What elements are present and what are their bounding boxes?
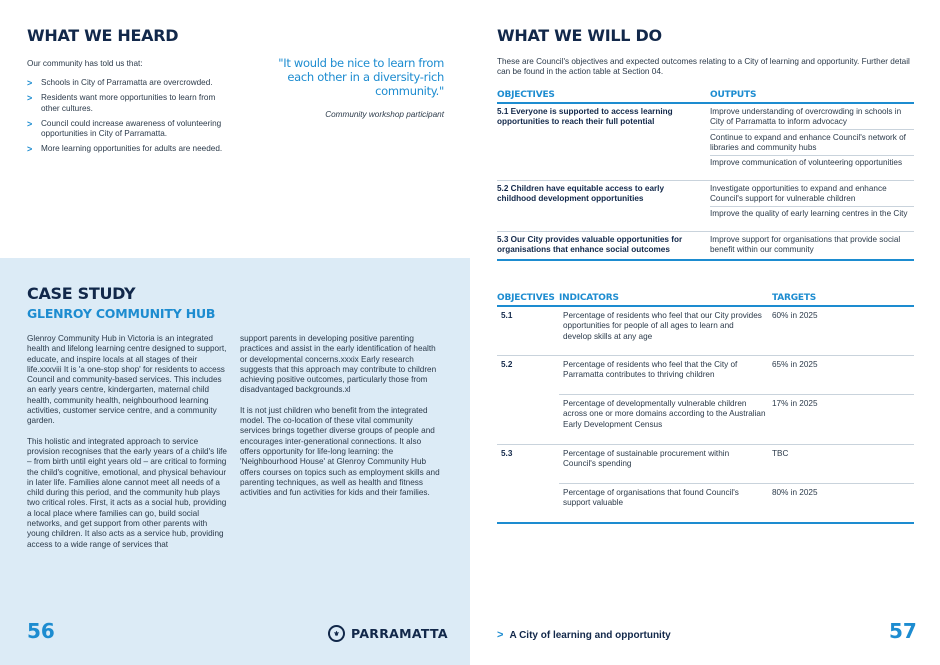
t1-objective: 5.1 Everyone is supported to access learning opportunities to reach their full potential bbox=[497, 107, 673, 127]
t1-output: Improve support for organisations that provide social benefit within our community bbox=[710, 235, 901, 255]
list-item: > Residents want more opportunities to learn from other cultures. bbox=[27, 93, 216, 113]
t2-target: 17% in 2025 bbox=[772, 399, 818, 408]
t2-indicator: Percentage of residents who feel that our City provides opportunities for people of all ages to learn and develop skills at any age bbox=[563, 311, 762, 341]
t1-header-outputs: OUTPUTS bbox=[710, 90, 757, 100]
t1-header-objectives: OBJECTIVES bbox=[497, 90, 555, 100]
paragraph: Glenroy Community Hub in Victoria is an integrated health and lifelong learning centre designed to support, educate, and inspire locals at all stages of their life.xxxviii It is 'a one-stop shop' for residents to access Council and community-based services. This includes an early years centre, kindergarten, maternal child health, community health, neighbourhood learning activities, customer service centre, and a community garden. bbox=[27, 334, 227, 426]
table-rule bbox=[497, 231, 914, 232]
case-study-column-1 bbox=[27, 334, 227, 560]
footer-tag-text: A City of learning and opportunity bbox=[509, 629, 671, 641]
table-rule bbox=[497, 259, 914, 261]
t2-objective: 5.1 bbox=[501, 311, 513, 320]
heard-list bbox=[27, 78, 227, 160]
case-study-subtitle: GLENROY COMMUNITY HUB bbox=[27, 306, 216, 321]
footer-tag bbox=[497, 629, 671, 641]
what-we-will-do-title: WHAT WE WILL DO bbox=[497, 26, 662, 45]
chevron-right-icon: > bbox=[27, 118, 33, 129]
t2-target: TBC bbox=[772, 449, 789, 458]
city-crest-icon: ⚜ bbox=[328, 625, 345, 642]
t2-header-indicators: INDICATORS bbox=[559, 293, 619, 303]
heard-intro: Our community has told us that: bbox=[27, 59, 143, 68]
t2-indicator: Percentage of developmentally vulnerable children across one or more domains according to the Australian Early Development Census bbox=[563, 399, 766, 429]
paragraph: It is not just children who benefit from the integrated model. The co-location of these vital community services brings together diverse groups of people and encourages inter-generational connections. It also offers opportunity for life-long learning: the 'Neighbourhood House' at Glenroy Community Hub offers courses on topics such as employment skills and parenting techniques, as well as health and fitness activities and fun activities for kids and their families. bbox=[240, 405, 440, 498]
table-rule bbox=[559, 483, 914, 484]
table-rule bbox=[497, 522, 914, 524]
list-item: > Council could increase awareness of volunteering opportunities in City of Parramatta. bbox=[27, 118, 222, 139]
paragraph: support parents in developing positive parenting practices and assist in the early identification of health or developmental concerns.xxxix Early research suggests that this approach may contribute to children achieving positive outcomes, particularly those from disadvantaged backgrounds.xl bbox=[240, 334, 437, 395]
parramatta-logo bbox=[328, 625, 448, 642]
t2-header-objectives: OBJECTIVES bbox=[497, 293, 555, 303]
case-study-column-2 bbox=[240, 334, 440, 508]
what-we-heard-title: WHAT WE HEARD bbox=[27, 26, 179, 45]
table-rule bbox=[497, 444, 914, 445]
table-rule bbox=[497, 305, 914, 307]
chevron-right-icon: > bbox=[27, 78, 33, 88]
paragraph: This holistic and integrated approach to service provision recognises that the early years of a child's life – from birth until eight years old – are critical to forming the child's cognitive, emotional, and physical behaviour in later life. Families alone cannot meet all needs of a child during this period, and the community hub plays two critical roles. First, it acts as a social hub, providing a local place where families can go, build social networks, and get support from other parents with young children. It also acts as a service hub, providing access to a wide range of services that bbox=[27, 436, 227, 549]
table-rule bbox=[497, 102, 914, 104]
table-rule bbox=[559, 394, 914, 395]
t2-objective: 5.2 bbox=[501, 360, 513, 369]
t1-output: Improve the quality of early learning centres in the City bbox=[710, 209, 908, 218]
t1-objective: 5.3 Our City provides valuable opportunities for organisations that enhance social outcomes bbox=[497, 235, 683, 255]
table-rule bbox=[497, 180, 914, 181]
quote-source: Community workshop participant bbox=[325, 110, 444, 119]
t2-target: 60% in 2025 bbox=[772, 311, 818, 320]
will-do-intro: These are Council's objectives and expected outcomes relating to a City of learning and opportunity. Further detail can be found in the action table at Section 04. bbox=[497, 57, 910, 77]
list-item: > Schools in City of Parramatta are overcrowded. bbox=[27, 78, 213, 88]
table-rule bbox=[710, 155, 914, 156]
table-rule bbox=[710, 129, 914, 130]
table-rule bbox=[497, 355, 914, 356]
list-item: > More learning opportunities for adults are needed. bbox=[27, 144, 223, 155]
t2-target: 65% in 2025 bbox=[772, 360, 818, 369]
t2-objective: 5.3 bbox=[501, 449, 513, 458]
t1-output: Continue to expand and enhance Council's network of libraries and community hubs bbox=[710, 133, 906, 153]
t2-header-targets: TARGETS bbox=[772, 293, 817, 303]
case-study-title: CASE STUDY bbox=[27, 284, 136, 303]
pull-quote: "It would be nice to learn from each other in a diversity-rich community." bbox=[278, 56, 444, 98]
t2-target: 80% in 2025 bbox=[772, 488, 818, 497]
t1-objective: 5.2 Children have equitable access to early childhood development opportunities bbox=[497, 184, 665, 204]
page-number-right: 57 bbox=[889, 619, 917, 643]
t2-indicator: Percentage of residents who feel that the City of Parramatta contributes to thriving children bbox=[563, 360, 738, 380]
t1-output: Investigate opportunities to expand and enhance Council's support for vulnerable children bbox=[710, 184, 887, 204]
chevron-right-icon: > bbox=[27, 93, 33, 104]
t1-output: Improve understanding of overcrowding in schools in City of Parramatta to inform advocacy bbox=[710, 107, 902, 127]
t2-indicator: Percentage of organisations that found Council's support valuable bbox=[563, 488, 739, 508]
logo-text: PARRAMATTA bbox=[351, 626, 448, 641]
page-number-left: 56 bbox=[27, 619, 55, 643]
t2-indicator: Percentage of sustainable procurement within Council's spending bbox=[563, 449, 730, 469]
table-rule bbox=[710, 206, 914, 207]
chevron-right-icon: > bbox=[27, 144, 33, 155]
t1-output: Improve communication of volunteering opportunities bbox=[710, 158, 903, 167]
chevron-right-icon: > bbox=[497, 629, 504, 641]
